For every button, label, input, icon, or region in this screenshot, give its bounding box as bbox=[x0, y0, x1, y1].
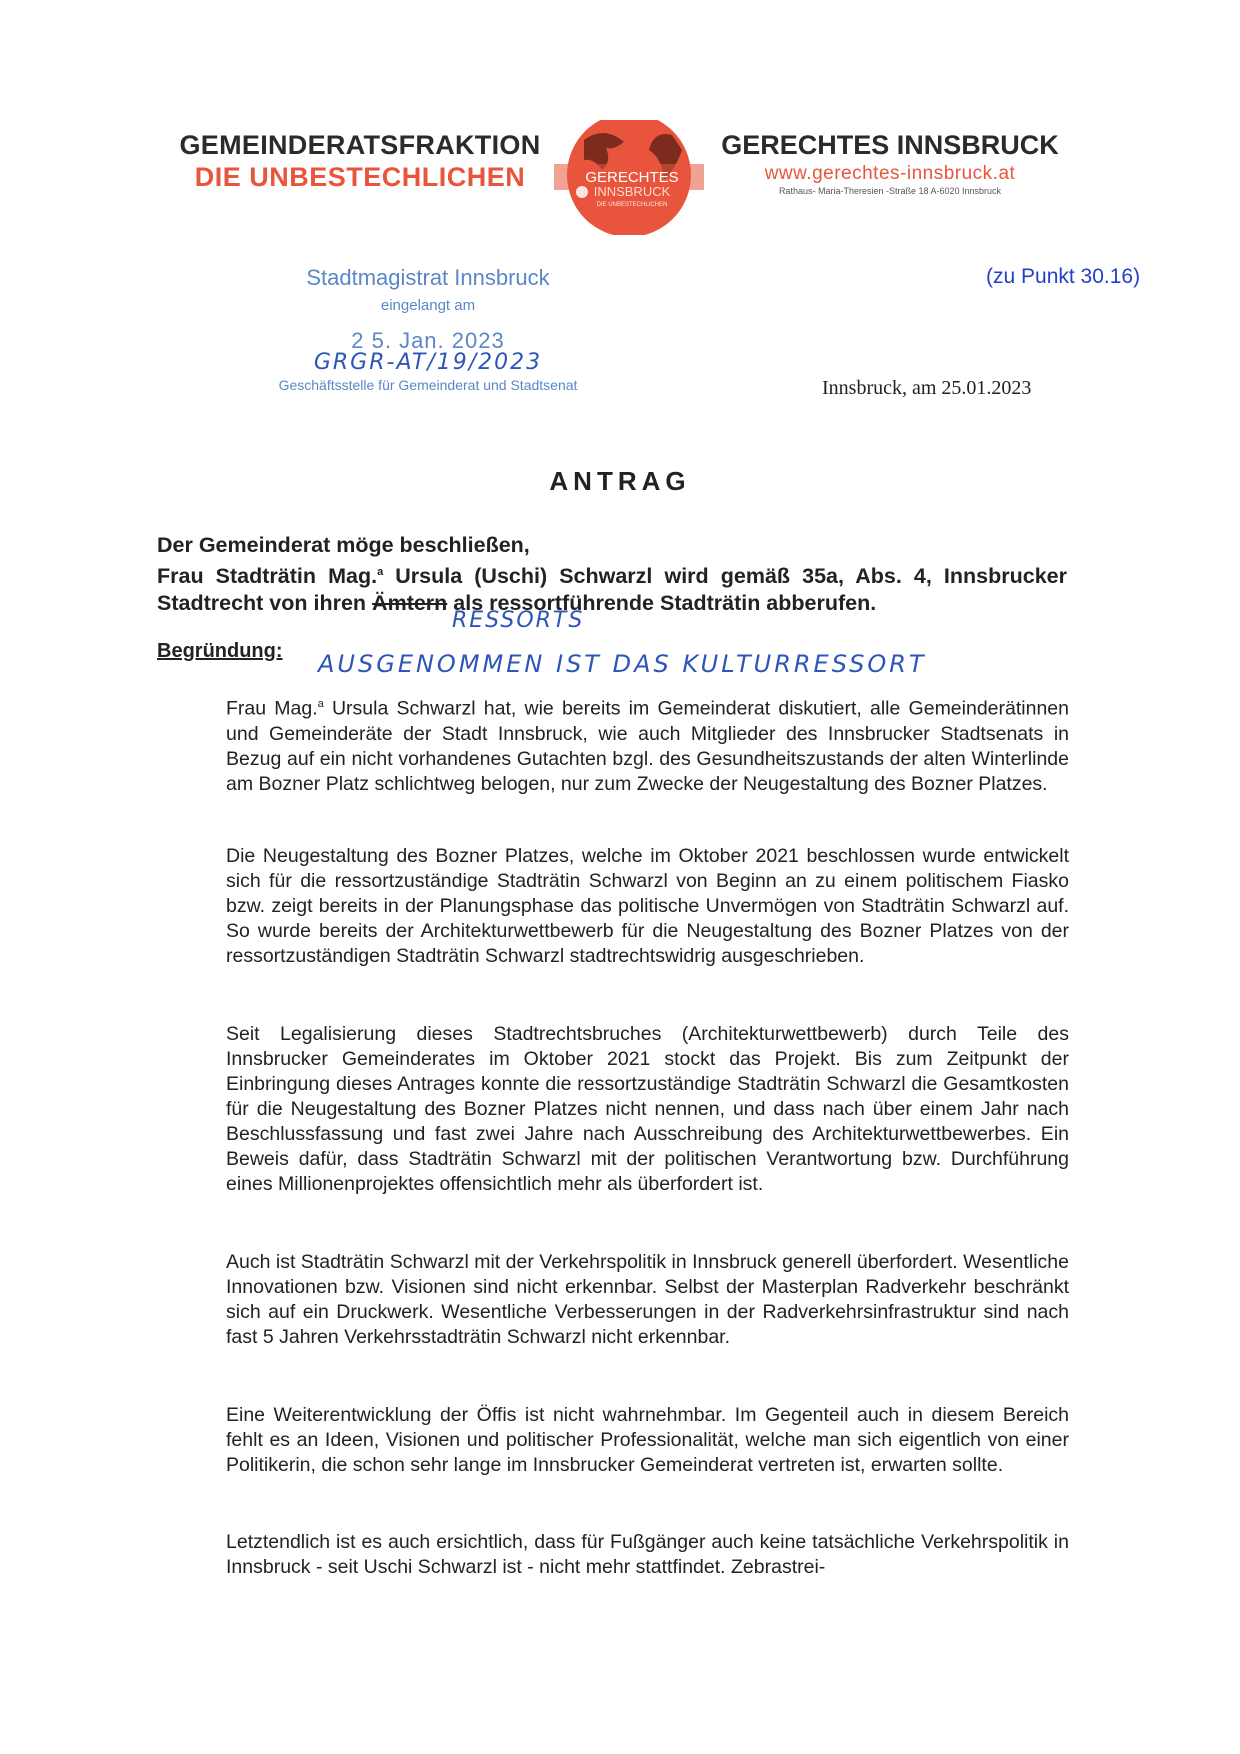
paragraph-4 bbox=[226, 1250, 1069, 1350]
p1-text-b: Ursula Schwarzl hat, wie bereits im Gemeinderat diskutiert, alle Gemeinderätinnen und Gemeinderäte der Stadt Innsbruck, wie auch Mitglieder des Innsbrucker Stadtsenats in Bezug auf ein nicht vorhandenes Gutachten bzgl. des Gesundheitszustands der alten Winterlinde am Bozner Platz schlichtweg belogen, nur zum Zwecke der Neugestaltung des Bozner Platzes. bbox=[226, 697, 1069, 795]
logo-text: GERECHTES bbox=[585, 169, 679, 186]
party-name: GERECHTES INNSBRUCK bbox=[721, 130, 1059, 160]
p1-sup: a bbox=[317, 698, 324, 710]
motion-text bbox=[157, 532, 1067, 617]
paragraph-3 bbox=[226, 1022, 1069, 1197]
place-date: Innsbruck, am 25.01.2023 bbox=[822, 377, 1032, 399]
receipt-stamp bbox=[268, 265, 588, 393]
paragraph-2 bbox=[226, 844, 1069, 969]
faction-header bbox=[150, 130, 570, 193]
motion-intro: Der Gemeinderat möge beschließen, bbox=[157, 533, 530, 557]
stamp-department: Geschäftsstelle für Gemeinderat und Stadtsenat bbox=[278, 377, 578, 393]
p4-text: Auch ist Stadträtin Schwarzl mit der Verkehrspolitik in Innsbruck generell überfordert. Wesentliche Innovationen bzw. Visionen sind nicht erkennbar. Selbst der Masterplan Radverkehr beschränkt sich auf ein Druckwerk. Wesentliche Verbesserungen in der Radverkehrsinfrastruktur sind nach fast 5 Jahren Verkehrsstadträtin Schwarzl nicht erkennbar. bbox=[226, 1251, 1069, 1348]
p6-text: Letztendlich ist es auch ersichtlich, dass für Fußgänger auch keine tatsächliche Verkehrspolitik in Innsbruck - seit Uschi Schwarzl ist - nicht mehr stattfindet. Zebrastrei- bbox=[226, 1531, 1069, 1578]
motion-text-a: Frau Stadträtin Mag. bbox=[157, 564, 378, 589]
paragraph-5 bbox=[226, 1403, 1069, 1478]
logo-emblem-icon bbox=[554, 120, 704, 235]
paragraph-1 bbox=[226, 692, 1069, 797]
p5-text: Eine Weiterentwicklung der Öffis ist nicht wahrnehmbar. Im Gegenteil auch in diesem Bereich fehlt es an Ideen, Visionen und politischer Professionalität, welche man sich eigentlich von einer Politikerin, die schon sehr lange im Innsbrucker Gemeinderat vertreten ist, erwarten sollte. bbox=[226, 1404, 1069, 1476]
p1-text-a: Frau Mag. bbox=[226, 697, 318, 720]
party-website: www.gerechtes-innsbruck.at bbox=[764, 163, 1016, 184]
document-title: ANTRAG bbox=[549, 466, 691, 496]
motion-sup: a bbox=[377, 566, 384, 578]
motion-text-b: Ursula (Uschi) Schwarzl wird gemäß 35a, Abs. 4, Innsbrucker Stadtrecht von ihren bbox=[157, 564, 1067, 616]
reason-label: Begründung: bbox=[157, 640, 283, 662]
logo-text: INNSBRUCK bbox=[593, 184, 671, 199]
handwritten-insert: RESSORTS bbox=[452, 608, 585, 633]
p2-text: Die Neugestaltung des Bozner Platzes, welche im Oktober 2021 beschlossen wurde entwickelt sich für die ressortzuständige Stadträtin Schwarzl von Beginn an zu einem politischem Fiasko bzw. zeigt bereits in der Planungsphase das politische Unvermögen von Stadträtin Schwarzl auf. So wurde bereits der Architekturwettbewerb für die Neugestaltung des Bozner Platzes von der ressortzuständigen Stadträtin Schwarzl stadtrechtswidrig ausgeschrieben. bbox=[226, 845, 1069, 967]
party-address: Rathaus- Maria-Theresien -Straße 18 A-6020 Innsbruck bbox=[778, 186, 1002, 196]
struck-word: Ämtern bbox=[372, 591, 448, 616]
motion-text-c: als ressortführende Stadträtin abberufen. bbox=[447, 591, 877, 616]
party-header bbox=[700, 130, 1080, 196]
handwritten-note: AUSGENOMMEN IST DAS KULTURRESSORT bbox=[318, 650, 927, 678]
paragraph-6 bbox=[226, 1530, 1069, 1580]
stamp-handwritten-ref: GRGR-AT/19/2023 bbox=[313, 350, 543, 375]
stamp-date: 2 5. Jan. 2023 bbox=[351, 328, 505, 353]
p3-text: Seit Legalisierung dieses Stadtrechtsbruches (Architekturwettbewerb) durch Teile des Innsbrucker Gemeinderates im Oktober 2021 stockt das Projekt. Bis zum Zeitpunkt der Einbringung dieses Antrages konnte die ressortzuständige Stadträtin Schwarzl die Gesamtkosten für die Neugestaltung des Bozner Platzes nicht nennen, und dass nach über einem Jahr nach Beschlussfassung und fast zwei Jahre nach Ausschreibung des Architekturwettbewerbes. Ein Beweis dafür, dass Stadträtin Schwarzl mit der politischen Verantwortung bzw. Durchführung eines Millionenprojektes offensichtlich mehr als überfordert ist. bbox=[226, 1023, 1069, 1195]
logo-text: DIE UNBESTECHLICHEN bbox=[596, 202, 668, 208]
party-logo bbox=[554, 120, 704, 235]
motion-body bbox=[157, 559, 1067, 617]
stamp-received: eingelangt am bbox=[380, 297, 476, 314]
stamp-office: Stadtmagistrat Innsbruck bbox=[306, 265, 550, 290]
faction-name: GEMEINDERATSFRAKTION bbox=[179, 130, 541, 160]
agenda-reference: (zu Punkt 30.16) bbox=[986, 265, 1141, 288]
faction-subtitle: DIE UNBESTECHLICHEN bbox=[194, 162, 526, 192]
